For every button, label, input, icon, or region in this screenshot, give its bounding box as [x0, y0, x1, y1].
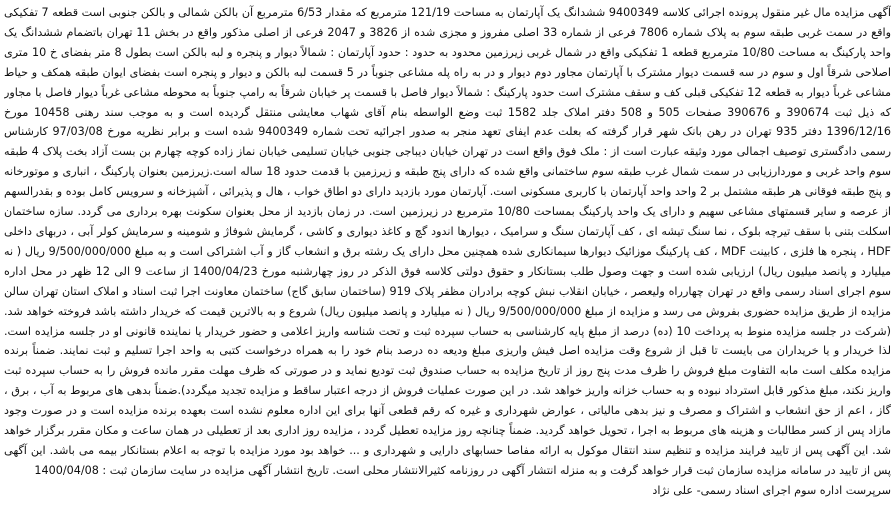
notice-body: آگهی مزایده مال غیر منقول پرونده اجرائی کلاسه 9400349 ششدانگ یک آپارتمان به مساحت 121/19 مترمربع که مقدار 6/53 مترمربع آن بالکن شمالی و بالکن جنوبی است قطعه 7 تفکیکی واقع در سمت غربی طبقه سوم به پلاک شماره 7806 فرعی از شماره 33 اصلی مفروز و مجزی شده از 3826 و 2047 فرعی از اصلی مذکور واقع در بخش 11 تهران باتضمام ششدانگ یک واحد پارکینگ به مساحت 10/80 مترمربع قطعه 1 تفکیکی واقع در شمال غربی زیرزمین محدود به حدود : حدود آپارتمان : شمالاً دیوار و پنجره و لبه بالکن است بطول 8 متر بفضای خ 10 متری اصلاحی شرقاً اول و سوم در سه قسمت دیوار مشترک با آپارتمان مجاور دوم دیوار و در به راه پله مشاعی جنوباً در 5 قسمت لبه بالکن و دیوار و پنجره است بفضای ایوان طبقه همکف و حیاط مشاعی غرباً دیوار به قطعه 12 تفکیکی قبلی کف و سقف مشترک است حدود پارکینگ : شمالاً دیوار فاصل با قسمت پر خیابان شرقاً به رامپ جنوباً به محوطه مشاعی غرباً دیوار فاصل با مجاور که ذیل ثبت 390674 و 390676 صفحات 505 و 508 دفتر املاک جلد 1582 ثبت وضع الواسطه بنام آقای شهاب معایشی منتقل گردیده است و به موجب سند رهنی 10458 مورخ 1396/12/16 دفتر 935 تهران در رهن بانک شهر قرار گرفته که بعلت عدم ایفای تعهد منجر به صدور اجرائیه تحت شماره 9400349 شده است و برابر نظریه مورخ 97/03/08 کارشناس رسمی دادگستری توصیف اجمالی مورد وثیقه عبارت است از : ملک فوق واقع است در تهران خیابان دیباجی جنوبی خیابان تسلیمی خیابان نماز زاده کوچه چهارم بن بست آزاد بخت پلاک 4 طبقه سوم واحد غربی و موردارزیابی در سمت شمال غرب طبقه سوم ساختمانی واقع شده که دارای پنج طبقه و زیرزمین با قدمت حدود 18 ساله است.زیرزمین بعنوان پارکینگ ، انباری و موتورخانه و پنج طبقه فوقانی هر طبقه مشتمل بر 2 واحد واحد آپارتمان با کاربری مسکونی است. آپارتمان مورد بازدید دارای دو اطاق خواب ، هال و پذیرائی ، آشپزخانه و سرویس کامل بوده و بقدرالسهم از عرصه و سایر قسمتهای مشاعی سهیم و دارای یک واحد پارکینگ بمساحت 10/80 مترمربع در زیرزمین است. در زمان بازدید از محل بعنوان سکونت بهره برداری می گردد. سازه ساختمان اسکلت بتنی با سقف تیرچه بلوک ، نما سنگ تیشه ای ، کف آپارتمان سنگ و سرامیک ، دیوارها اندود گچ و کاغذ دیواری و کاشی ، گرمایش شوفاژ و شومینه و سرمایش کولر آبی ، دربهای داخلی HDF ، پنجره ها فلزی ، کابینت MDF ، کف پارکینگ موزائیک دیوارها سیمانکاری شده همچنین محل دارای یک رشته برق و انشعاب گاز و آب اشتراکی است و به مبلغ 9/500/000/000 ریال ( نه میلیارد و پانصد میلیون ریال) ارزیابی شده است و جهت وصول طلب بستانکار و حقوق دولتی کلاسه فوق الذکر در روز چهارشنبه مورخ 1400/04/23 از ساعت 9 الی 12 ظهر در محل اداره سوم اجرای اسناد رسمی واقع در تهران چهارراه ولیعصر ، خیابان انقلاب نبش کوچه برادران مظفر پلاک 919 (ساختمان سابق گاج) ساختمان معاونت اجرا ثبت اسناد و املاک استان تهران سالن مزایده از طریق مزایده حضوری بفروش می رسد و مزایده از مبلغ 9/500/000/000 ریال ( نه میلیارد و پانصد میلیون ریال) شروع و به بالاترین قیمت که خریدار داشته باشد فروخته خواهد شد. (شرکت در جلسه مزایده منوط به پرداخت 10 (ده) درصد از مبلغ پایه کارشناسی به حساب سپرده ثبت و تحت شناسه واریز اعلامی و حضور خریدار یا نماینده قانونی او در جلسه مزایده است. لذا خریدار و یا خریداران می بایست تا قبل از شروع وقت مزایده اصل فیش واریزی مبلغ ودیعه ده درصد بنام خود را به همراه درخواست کتبی به واحد اجرا تسلیم و ثبت نمایند. ضمناً برنده مزایده مکلف است مابه التفاوت مبلغ فروش را ظرف مدت پنج روز از تاریخ مزایده به حساب صندوق ثبت تودیع نماید و در صورتی که ظرف مهلت مقرر مانده فروش را به حساب سپرده ثبت واریز نکند، مبلغ مذکور قابل استرداد نبوده و به حساب خزانه واریز خواهد شد. در این صورت عملیات فروش از درجه اعتبار ساقط و مزایده تجدید میگردد).ضمناً بدهی های مربوط به آب ، برق ، گاز ، اعم از حق انشعاب و اشتراک و مصرف و نیز بدهی مالیاتی ، عوارض شهرداری و غیره که رقم قطعی آنها برای این اداره معلوم نشده است بعهده برنده مزایده است و در صورت وجود مازاد پس از کسر مطالبات و هزینه های مربوط به اجرا ، تحویل خواهد گردید. ضمناً چنانچه روز مزایده تعطیل گردد ، مزایده روز اداری بعد از تعطیلی در همان ساعت و مکان مقرر برگزار خواهد شد. این آگهی پس از تایید فرایند مزایده و تنظیم سند انتقال موکول به ارائه مفاصا حسابهای دارایی و شهرداری و ... خواهد بود مورد مزایده با توجه به اعلام بستانکار بیمه می باشد. این آگهی پس از تایید در سامانه مزایده سازمان ثبت قرار خواهد گرفت و به منزله انتشار آگهی در روزنامه کثیرالانتشار محلی است. تاریخ انتشار آگهی مزایده در سایت سازمان ثبت : 1400/04/08 — [4, 6, 891, 477]
auction-notice — [4, 3, 891, 508]
notice-signature: سرپرست اداره سوم اجرای اسناد رسمی- علی نژاد — [652, 483, 891, 497]
